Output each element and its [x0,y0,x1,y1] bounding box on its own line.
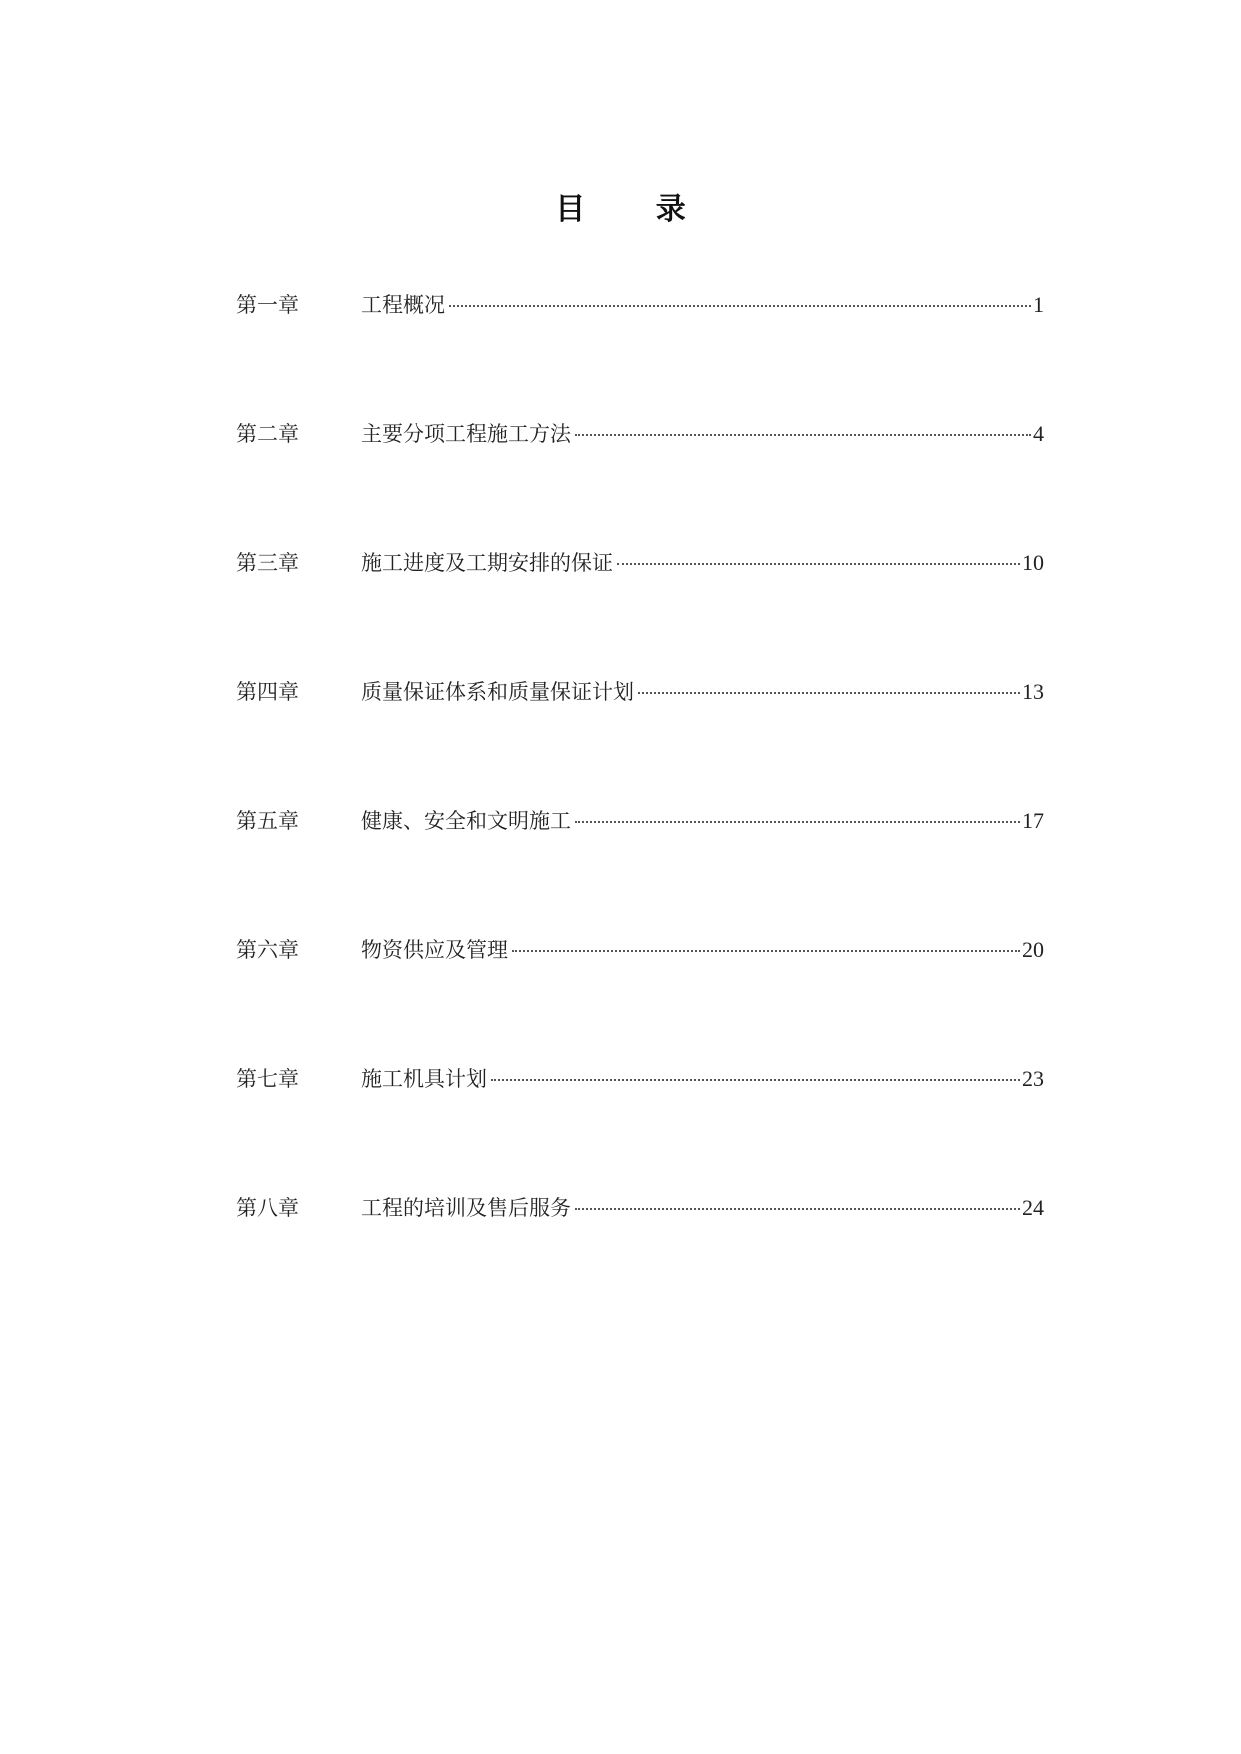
toc-page-number: 13 [1022,679,1044,704]
toc-dot-leader [575,434,1031,436]
toc-dot-leader [617,563,1020,565]
toc-entry[interactable] [236,675,1044,804]
toc-chapter-label: 第二章 [236,422,299,446]
toc-page-number: 20 [1022,937,1044,962]
toc-chapter-label: 第五章 [236,809,299,833]
toc-entry[interactable] [236,288,1044,417]
toc-entry[interactable] [236,1062,1044,1191]
toc-entry-name: 工程概况 [361,293,445,317]
toc-entry[interactable] [236,804,1044,933]
toc-dot-leader [575,821,1020,823]
toc-dot-leader [512,950,1020,952]
toc-entry[interactable] [236,417,1044,546]
toc-page-number: 10 [1022,550,1044,575]
toc-entry[interactable] [236,1191,1044,1320]
toc-title: 目 录 [555,192,716,227]
toc-entry[interactable] [236,933,1044,1062]
toc-entry-name: 健康、安全和文明施工 [361,809,571,833]
toc-entry-name: 工程的培训及售后服务 [361,1196,571,1220]
toc-entry[interactable] [236,546,1044,675]
toc-chapter-label: 第七章 [236,1067,299,1091]
toc-entry-name: 施工进度及工期安排的保证 [361,551,613,575]
toc-entry-name: 物资供应及管理 [361,938,508,962]
toc-dot-leader [449,305,1031,307]
toc-entry-name: 主要分项工程施工方法 [361,422,571,446]
toc-page-number: 24 [1022,1195,1044,1220]
toc-list [236,288,1044,1320]
toc-chapter-label: 第一章 [236,293,299,317]
toc-page-number: 23 [1022,1066,1044,1091]
toc-chapter-label: 第四章 [236,680,299,704]
toc-chapter-label: 第八章 [236,1196,299,1220]
toc-page-number: 4 [1033,421,1044,446]
toc-chapter-label: 第三章 [236,551,299,575]
toc-entry-name: 施工机具计划 [361,1067,487,1091]
toc-page-number: 1 [1033,292,1044,317]
toc-dot-leader [638,692,1020,694]
toc-dot-leader [575,1208,1020,1210]
toc-entry-name: 质量保证体系和质量保证计划 [361,680,634,704]
toc-page-number: 17 [1022,808,1044,833]
toc-dot-leader [491,1079,1020,1081]
toc-chapter-label: 第六章 [236,938,299,962]
